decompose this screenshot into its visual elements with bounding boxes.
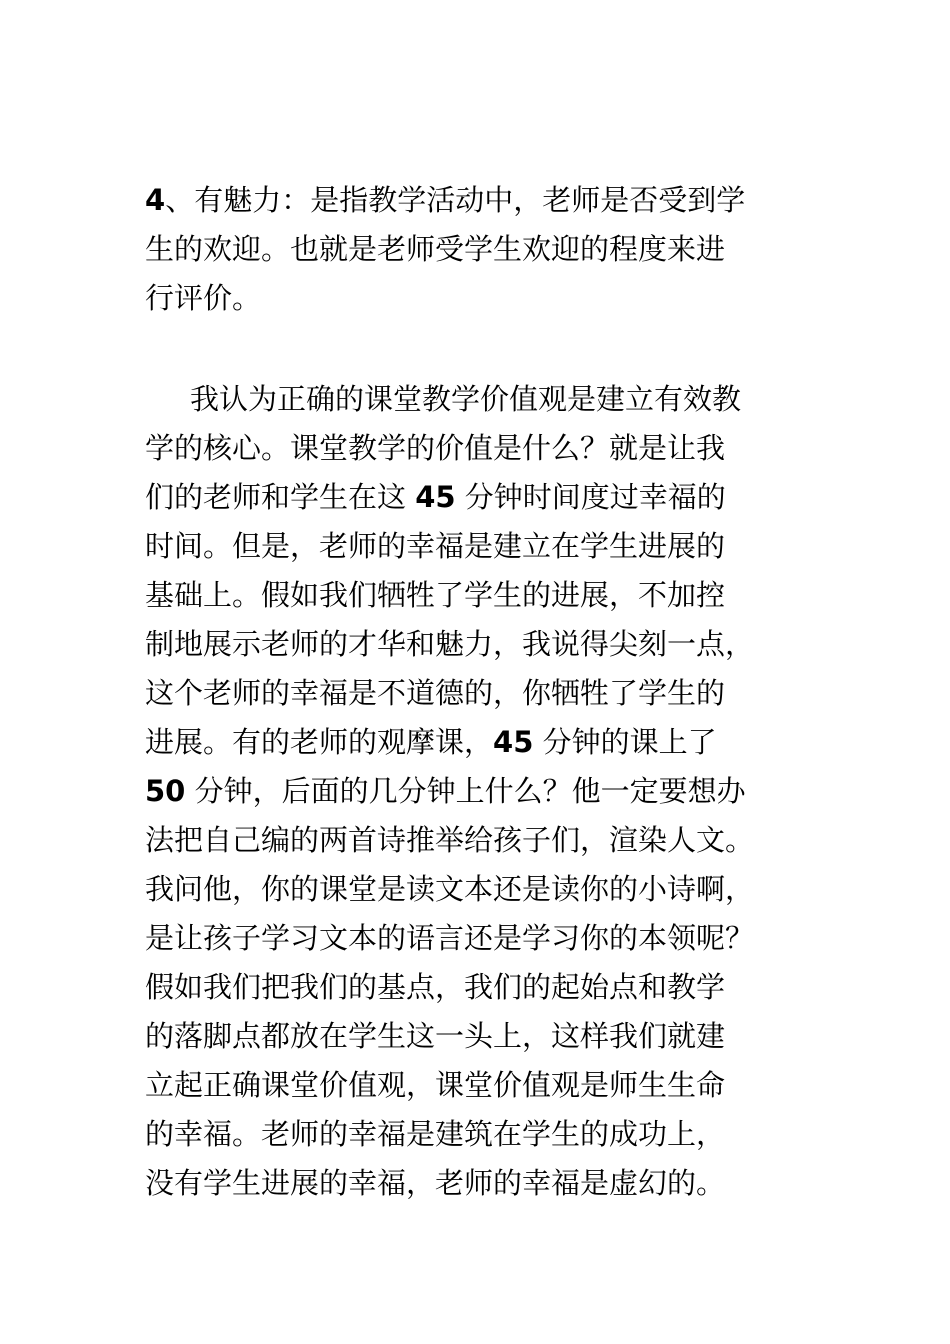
text-line: [145, 914, 815, 963]
text-line: [145, 522, 815, 571]
text-line: [145, 274, 815, 323]
text-segment: 生的欢迎。也就是老师受学生欢迎的程度来进: [145, 232, 726, 266]
text-line: [145, 1012, 815, 1061]
text-segment: 我认为正确的课堂教学价值观是建立有效教: [190, 382, 742, 416]
text-segment: 进展。有的老师的观摩课，: [145, 725, 494, 759]
text-segment: 我问他，你的课堂是读文本还是读你的小诗啊，: [145, 872, 755, 906]
number-text: 45: [493, 725, 534, 759]
text-segment: 学的核心。课堂教学的价值是什么？就是让我: [145, 431, 726, 465]
text-segment: 分钟，后面的几分钟上什么？他一定要想办: [185, 774, 746, 808]
text-segment: 没有学生进展的幸福，老师的幸福是虚幻的。: [145, 1166, 726, 1200]
text-line: [145, 1061, 815, 1110]
text-segment: 基础上。假如我们牺牲了学生的进展，不加控: [145, 578, 726, 612]
text-segment: 的落脚点都放在学生这一头上，这样我们就建: [145, 1019, 726, 1053]
text-line: [145, 225, 815, 274]
text-line: [145, 375, 815, 424]
text-line: [145, 424, 815, 473]
text-line: [145, 718, 815, 767]
text-line: [145, 473, 815, 522]
number-text: 45: [415, 480, 456, 514]
text-line: [145, 865, 815, 914]
text-segment: 行评价。: [145, 281, 262, 315]
text-segment: 这个老师的幸福是不道德的，你牺牲了学生的: [145, 676, 726, 710]
text-line: [145, 620, 815, 669]
text-line: [145, 571, 815, 620]
paragraph-criteria-charisma: [145, 176, 815, 323]
text-segment: 的幸福。老师的幸福是建筑在学生的成功上，: [145, 1117, 726, 1151]
paragraph-classroom-values: [145, 375, 815, 1208]
text-segment: 是让孩子学习文本的语言还是学习你的本领呢？: [145, 921, 755, 955]
text-segment: 立起正确课堂价值观，课堂价值观是师生生命: [145, 1068, 726, 1102]
text-line: [145, 176, 815, 225]
text-segment: 、有魅力：是指教学活动中，老师是否受到学: [165, 183, 746, 217]
text-segment: 制地展示老师的才华和魅力，我说得尖刻一点，: [145, 627, 755, 661]
text-line: [145, 767, 815, 816]
text-segment: 们的老师和学生在这: [145, 480, 416, 514]
number-text: 50: [145, 774, 186, 808]
text-line: [145, 1110, 815, 1159]
text-segment: 时间。但是，老师的幸福是建立在学生进展的: [145, 529, 726, 563]
text-line: [145, 816, 815, 865]
number-text: 4: [145, 183, 166, 217]
text-segment: 假如我们把我们的基点，我们的起始点和教学: [145, 970, 726, 1004]
text-line: [145, 963, 815, 1012]
text-segment: 法把自己编的两首诗推举给孩子们，渲染人文。: [145, 823, 755, 857]
text-line: [145, 1159, 815, 1208]
text-segment: 分钟时间度过幸福的: [455, 480, 726, 514]
text-line: [145, 669, 815, 718]
text-segment: 分钟的课上了: [533, 725, 717, 759]
